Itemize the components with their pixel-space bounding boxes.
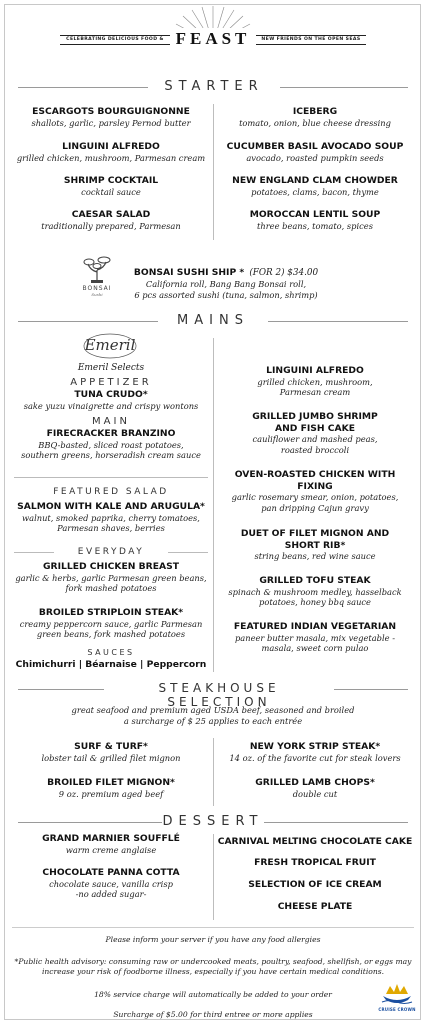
service-charge-note: 18% service charge will automatically be added to your order [94,990,332,999]
item-name: GRILLED LAMB CHOPS* [255,777,375,788]
starter-item [216,106,414,128]
item-description: roasted broccoli [280,444,350,455]
header-rule-right-lower [256,44,366,45]
featured-salad-label: FEATURED SALAD [53,487,169,497]
item-name: FIXING [297,480,333,492]
item-description: warm creme anglaise [65,844,157,855]
dessert-item-name: CHEESE PLATE [277,901,353,912]
cruise-crown-logo-text: CRUISE CROWN [378,1007,416,1012]
everyday-rule-right [168,552,208,553]
item-name: CUCUMBER BASIL AVOCADO SOUP [226,141,404,152]
item-name: BROILED STRIPLOIN STEAK* [38,607,184,618]
bonsai-logo-sub: Sushi [91,292,103,297]
dessert-item [12,867,210,900]
item-description: pan dripping Cajun gravy [261,502,369,513]
item-name: GRILLED TOFU STEAK [259,575,371,586]
health-advisory: *Public health advisory: consuming raw or undercooked meats, poultry, seafood, shellfish, or eggs may [14,957,412,966]
item-price: (FOR 2) $34.00 [249,268,319,278]
item-name: SURF & TURF* [74,741,148,752]
mains-item [216,621,414,654]
item-name: OVEN-ROASTED CHICKEN WITH [234,469,396,480]
item-name: CHOCOLATE PANNA COTTA [42,867,180,878]
item-description: three beans, tomato, spices [257,220,373,231]
health-advisory: increase your risk of foodborne illness, especially if you have certain medical conditions. [41,967,385,976]
item-description: 9 oz. premium aged beef [58,788,164,799]
emeril-logo: Emeril [84,336,136,354]
bonsai-item [114,260,338,300]
item-description: grilled chicken, mushroom, [257,376,373,387]
item-description: shallots, garlic, parsley Pernod butter [31,117,191,128]
item-description: walnut, smoked paprika, cherry tomatoes, [22,512,200,523]
starter-item [12,175,210,197]
starter-item [216,209,414,231]
item-description: 6 pcs assorted sushi (tuna, salmon, shrimp) [134,289,318,300]
item-description: potatoes, honey bbq sauce [259,597,371,607]
item-name: SALMON WITH KALE AND ARUGULA* [17,501,205,512]
main-label: MAIN [92,416,130,427]
dessert-rule-left [18,822,162,823]
starter-item [216,175,414,197]
mains-rule-left [18,321,158,322]
steakhouse-item [216,741,414,763]
steakhouse-item [216,777,414,799]
item-name: BONSAI SUSHI SHIP * [133,267,245,278]
mains-item [216,528,414,562]
header-rule-left-lower [60,44,170,45]
item-description: cauliflower and mashed peas, [252,434,378,444]
item-description: California roll, Bang Bang Bonsai roll, [145,279,307,289]
item-description: green beans, fork mashed potatoes [36,629,186,639]
steakhouse-rule-left [18,689,104,690]
appetizer-item [12,389,210,411]
mains-item [216,365,414,398]
everyday-item [12,607,210,640]
dessert-item-name: CARNIVAL MELTING CHOCOLATE CAKE [217,836,413,847]
item-description: creamy peppercorn sauce, garlic Parmesan [19,618,203,629]
item-description: tomato, onion, blue cheese dressing [239,117,391,128]
item-description: double cut [292,788,338,799]
sauces-label: SAUCES [87,648,135,657]
item-name: NEW YORK STRIP STEAK* [249,741,381,752]
item-description: masala, sweet corn pulao [261,643,369,653]
everyday-label: EVERYDAY [77,547,145,557]
item-description: southern greens, horseradish cream sauce [21,450,201,460]
mains-item [216,575,414,608]
item-description: traditionally prepared, Parmesan [41,220,181,231]
item-description: spinach & mushroom medley, hasselback [228,586,402,597]
mains-left-separator [14,477,208,478]
emeril-selects-label: Emeril Selects [77,363,145,373]
tagline-left: CELEBRATING DELICIOUS FOOD & [66,37,164,42]
steakhouse-surcharge: a surcharge of $ 25 applies to each entrée [123,716,303,726]
item-name: GRAND MARNIER SOUFFLÉ [42,833,180,844]
item-description: lobster tail & grilled filet mignon [41,752,181,763]
dessert-heading: DESSERT [162,814,264,829]
item-description: garlic rosemary smear, onion, potatoes, [231,492,399,502]
item-description: garlic & herbs, garlic Parmesan green beans, [15,572,207,583]
mains-column-divider [213,338,214,672]
item-name: MOROCCAN LENTIL SOUP [249,209,381,220]
item-name: SHORT RIB* [284,539,346,551]
starter-item [216,141,414,163]
steakhouse-item [12,741,210,763]
starter-column-divider [213,104,214,240]
item-description: potatoes, clams, bacon, thyme [251,186,379,197]
item-name: TUNA CRUDO* [74,389,148,400]
header-rule-left [60,35,170,36]
steakhouse-item [12,777,210,799]
steakhouse-intro: great seafood and premium aged USDA beef, seasoned and broiled [71,705,355,715]
item-description: chocolate sauce, vanilla crisp [49,878,173,889]
mains-rule-right [268,321,408,322]
item-name: GRILLED CHICKEN BREAST [42,561,180,572]
tagline-right: NEW FRIENDS ON THE OPEN SEAS [261,37,361,42]
item-name: FIRECRACKER BRANZINO [46,428,176,439]
item-name: ESCARGOTS BOURGUIGNONNE [32,106,190,117]
everyday-item [12,561,210,594]
appetizer-label: APPETIZER [70,377,152,388]
item-name: ICEBERG [292,106,338,117]
item-description: avocado, roasted pumpkin seeds [246,152,384,163]
header-rule-right [256,35,366,36]
item-description: grilled chicken, mushroom, Parmesan cream [16,152,206,163]
item-name: CAESAR SALAD [71,209,151,220]
dessert-item [12,833,210,855]
steakhouse-rule-right [334,689,408,690]
item-description: cocktail sauce [81,186,141,197]
starter-item [12,141,210,163]
item-description: fork mashed potatoes [65,583,157,593]
dessert-column-divider [213,834,214,920]
bonsai-tree-icon [82,254,112,284]
dessert-item-name: FRESH TROPICAL FRUIT [254,857,376,868]
item-name: FEATURED INDIAN VEGETARIAN [233,621,397,632]
steakhouse-heading: STEAKHOUSE SELECTION [158,681,280,709]
item-name: DUET OF FILET MIGNON AND [240,528,390,539]
item-name: BROILED FILET MIGNON* [47,777,175,788]
item-description: Parmesan cream [279,387,351,397]
menu-title: FEAST [175,29,251,48]
cruise-crown-logo-icon [380,982,414,1006]
mains-item [216,411,414,455]
starter-rule-left [18,87,148,88]
everyday-rule-left [14,552,54,553]
dessert-item-name: SELECTION OF ICE CREAM [248,879,382,890]
item-description: 14 oz. of the favorite cut for steak lovers [229,752,401,763]
starter-item [12,209,210,231]
sauces-list: Chimichurri | Béarnaise | Peppercorn [15,659,207,670]
item-description: BBQ-basted, sliced roast potatoes, [38,439,184,450]
item-name: LINGUINI ALFREDO [62,141,160,152]
allergy-note: Please inform your server if you have any food allergies [105,935,321,944]
mains-item [216,469,414,513]
item-description: sake yuzu vinaigrette and crispy wontons [23,400,199,411]
item-description: Parmesan shaves, berries [57,523,165,533]
featured-salad-item [12,501,210,534]
main-item [12,428,210,461]
item-description: paneer butter masala, mix vegetable - [234,632,395,643]
item-name: SHRIMP COCKTAIL [63,175,159,186]
dessert-rule-right [264,822,408,823]
starter-heading: STARTER [164,79,264,94]
item-name: NEW ENGLAND CLAM CHOWDER [232,175,398,186]
starter-item [12,106,210,128]
steakhouse-column-divider [213,738,214,806]
item-name: LINGUINI ALFREDO [266,365,364,376]
starter-rule-right [280,87,408,88]
bonsai-logo-text: BONSAI [82,285,112,292]
item-description: string beans, red wine sauce [254,551,376,561]
surcharge-note: Surcharge of $5.00 for third entree or more applies [113,1010,313,1019]
item-name: GRILLED JUMBO SHRIMP [252,411,378,422]
mains-heading: MAINS [177,313,249,328]
footer-rule [12,927,414,928]
item-name: AND FISH CAKE [274,422,356,434]
item-description: -no added sugar- [75,889,147,899]
emeril-logo-swash [82,331,138,361]
